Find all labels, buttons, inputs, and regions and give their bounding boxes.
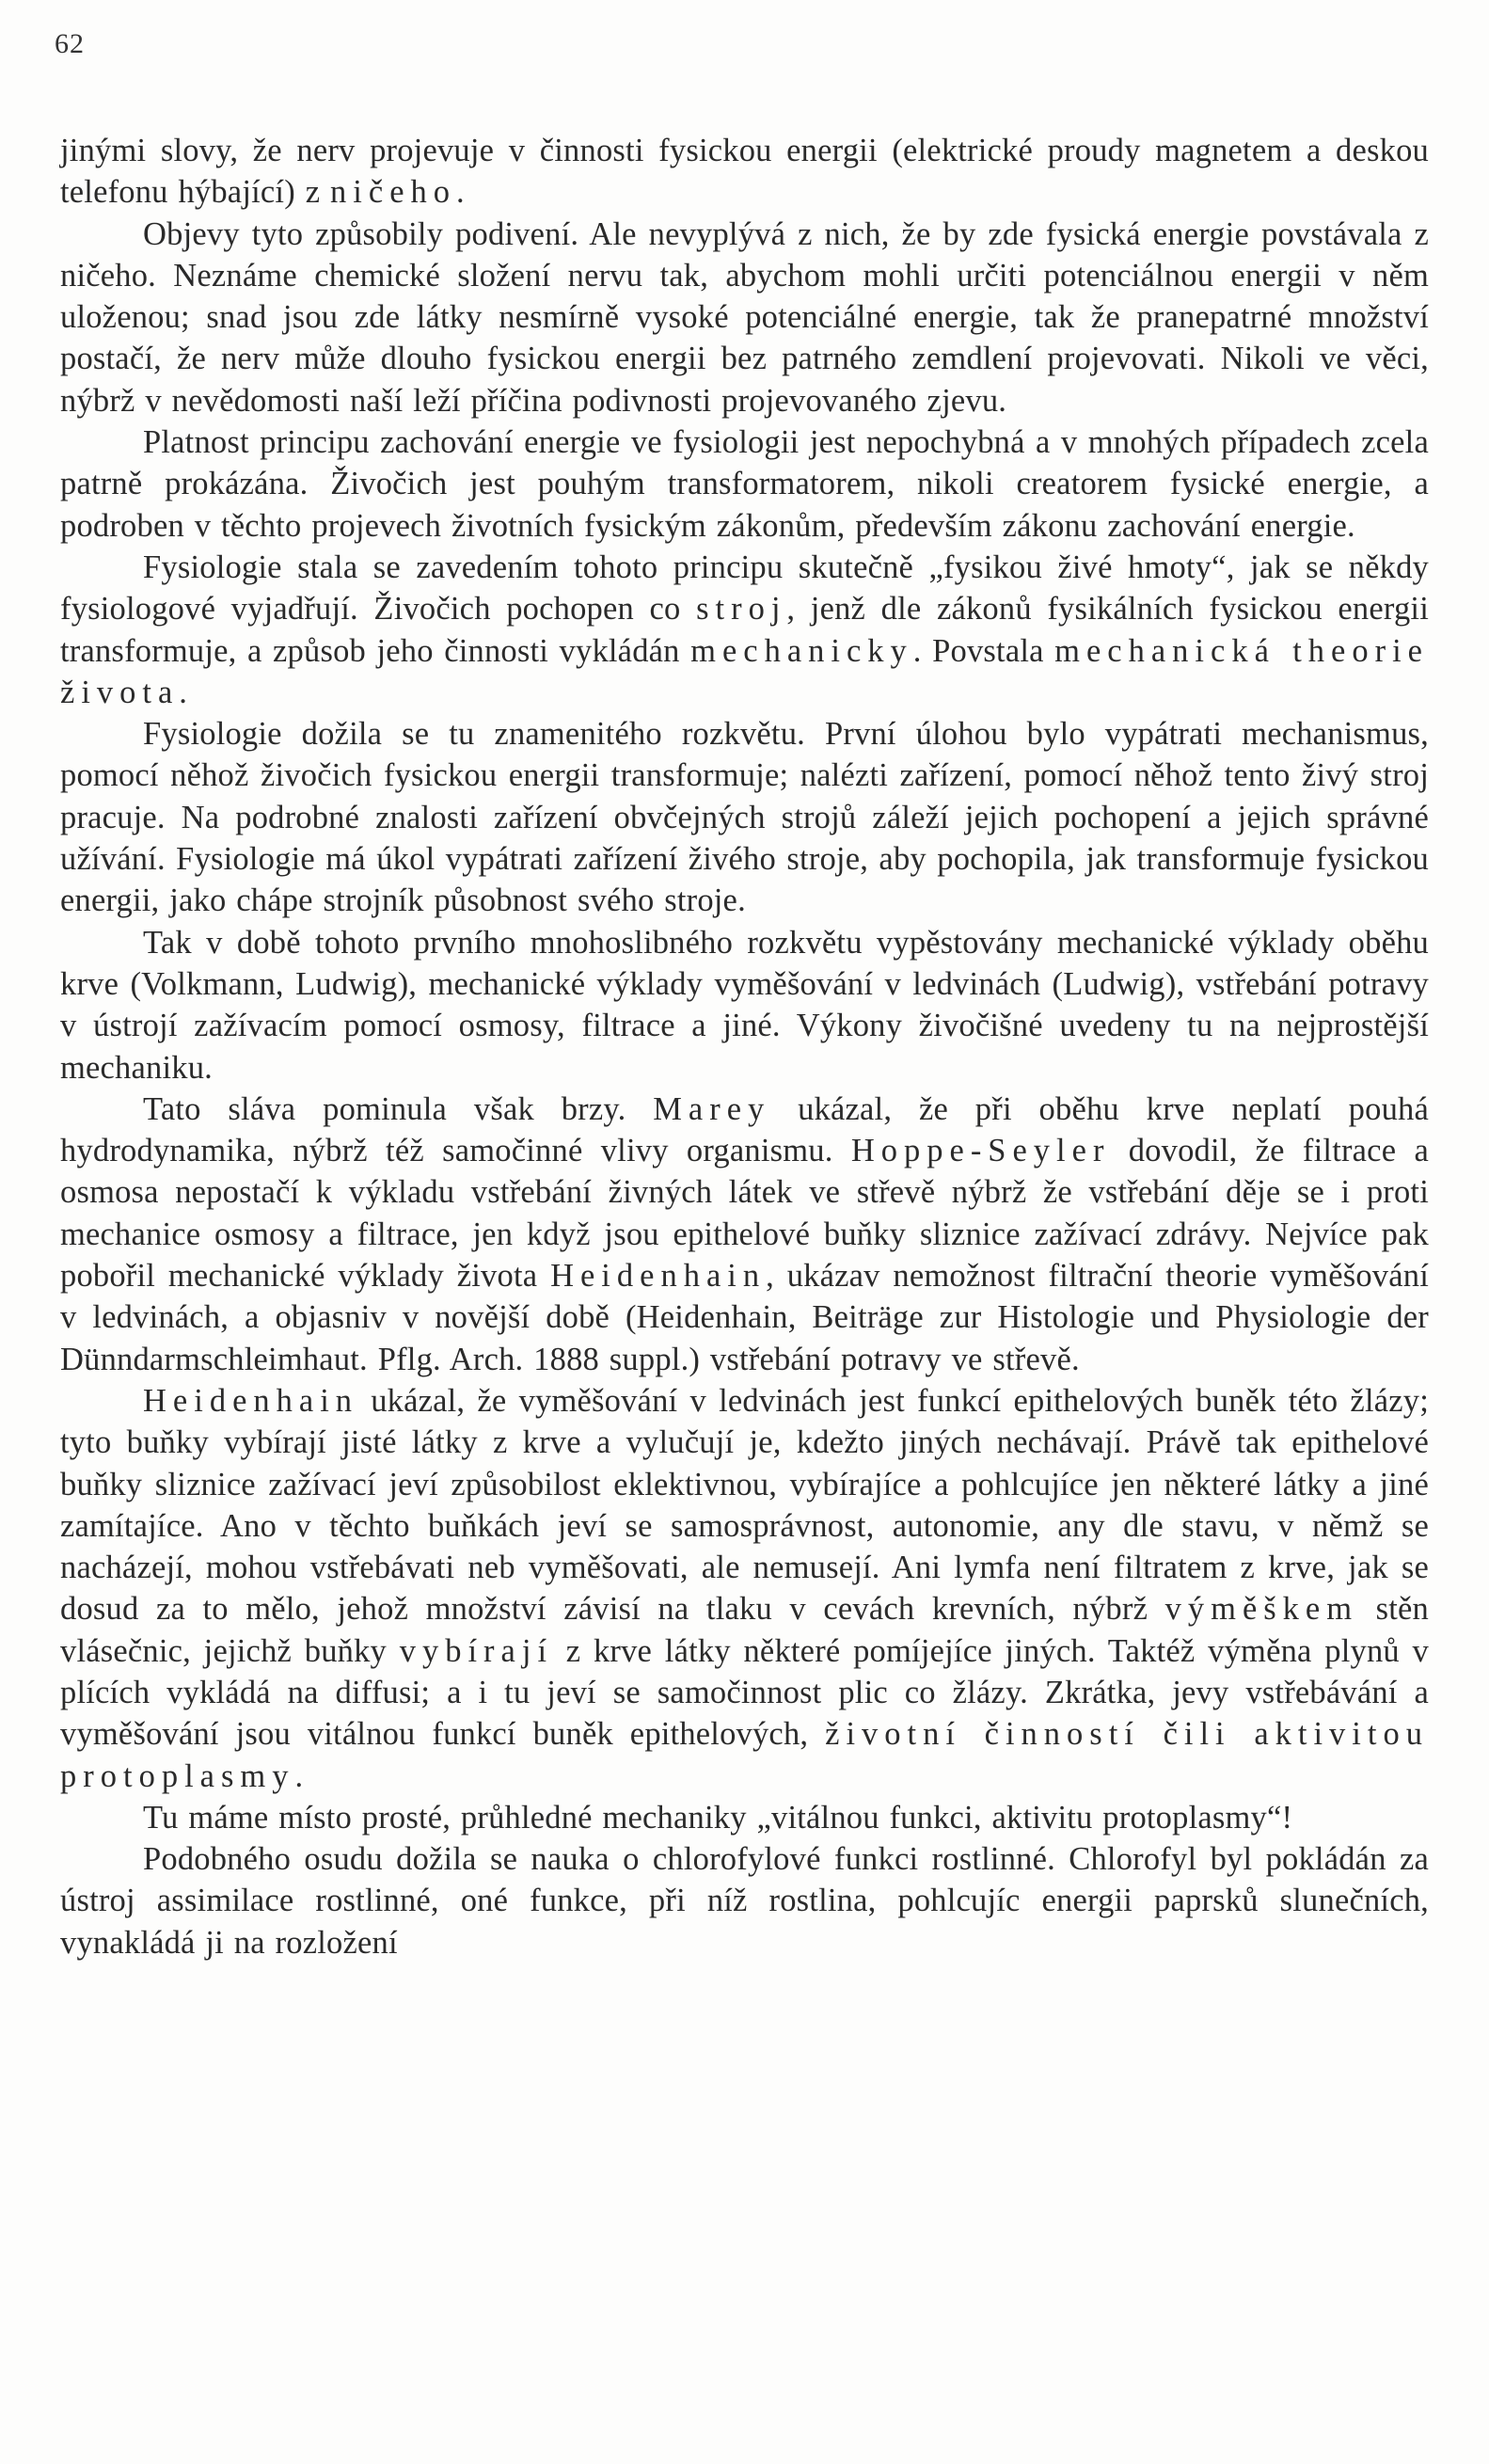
- paragraph: [60, 130, 1429, 214]
- paragraph: [60, 713, 1429, 921]
- text-run: Fysiologie dožila se tu znamenitého rozkvětu. První úlohou bylo vypátrati mechanismus, pomocí něhož živočich fysickou energii transformuje; nalézti zařízení, pomocí něhož tento živý stroj pracuje. Na podrobné znalosti zařízení obvčejných strojů záleží jejich pochopení a jejich správné užívání. Fysiologie má úkol vypátrati zařízení živého stroje, aby pochopila, jak transformuje fysickou energii, jako chápe strojník působnost svého stroje.: [60, 716, 1429, 919]
- emphasized-text: stroj: [696, 591, 787, 628]
- text-run: ukázal, že při oběhu krve neplatí pouhá hydrodynamika, nýbrž též samočinné vlivy organismu.: [60, 1090, 1429, 1169]
- page-number: 62: [55, 28, 85, 59]
- paragraph: [60, 1380, 1429, 1797]
- text-run: dovodil, že filtrace a osmosa nepostačí k výkladu vstřebání živných látek ve střevě nýbrž že vstřebání děje se i proti mechanice osmosy a filtrace, jen když jsou epithelové buňky sliznice zažívací zdrávy. Nejvíce pak pobořil mechanické výklady života: [60, 1133, 1429, 1295]
- emphasized-text: životní činností čili aktivitou protoplasmy: [60, 1716, 1429, 1794]
- text-run: stěn vlásečnic, jejichž buňky: [60, 1591, 1429, 1669]
- paragraph: [60, 1089, 1429, 1380]
- paragraph: [60, 547, 1429, 713]
- text-run: z krve látky některé pomíjejíce jiných. Taktéž výměna plynů v plících vykládá na diffusi; a i tu jeví se samočinnost plic co žlázy. Zkrátka, jevy vstřebávání a vyměšování jsou vitálnou funkcí buněk epithelových,: [60, 1632, 1430, 1753]
- emphasized-text: Hoppe-Seyler: [850, 1133, 1111, 1169]
- emphasized-text: Heidenhain: [550, 1258, 767, 1295]
- text-run: ukázal, že vyměšování v ledvinách jest funkcí epithelových buněk této žlázy; tyto buňky vybírají jisté látky z krve a vylučují je, kdežto jiných nechávají. Právě tak epithelové buňky sliznice zažívací jeví způsobilost eklektivnou, vybírajíce a pohlcujíce jen některé látky a jiné zamítajíce. Ano v těchto buňkách jeví se samosprávnost, autonomie, any dle stavu, v němž se nacházejí, mohou vstřebávati neb vyměšovati, ale nemusejí. Ani lymfa není filtratem z krve, jak se dosud za to mělo, jehož množství závisí na tlaku v cevách krevních, nýbrž: [60, 1382, 1429, 1628]
- text-run: Objevy tyto způsobily podivení. Ale nevyplývá z nich, že by zde fysická energie povstávala z ničeho. Neznáme chemické složení nervu tak, abychom mohli určiti potenciálnou energii v něm uloženou; snad jsou zde látky nesmírně vysoké potenciálné energie, tak že pranepatrné množství postačí, že nerv může dlouho fysickou energii bez patrného zemdlení projevovati. Nikoli ve věci, nýbrž v nevědomosti naší leží příčina podivnosti projevovaného zjevu.: [60, 215, 1429, 419]
- paragraph: [60, 214, 1429, 421]
- text-run: . Povstala: [912, 632, 1055, 669]
- emphasized-text: Heidenhain: [143, 1382, 359, 1419]
- paragraph: [60, 421, 1429, 547]
- text-run: Tak v době tohoto prvního mnohoslibného rozkvětu vypěstovány mechanické výklady oběhu krve (Volkmann, Ludwig), mechanické výklady vyměšování v ledvinách (Ludwig), vstřebání potravy v ústrojí zažívacím pomocí osmosy, filtrace a jiné. Výkony živočišné uvedeny tu na nejprostější mechaniku.: [60, 924, 1429, 1086]
- emphasized-text: Marey: [653, 1090, 771, 1127]
- emphasized-text: mechanicky: [690, 632, 913, 669]
- text-run: jinými slovy, že nerv projevuje v činnosti fysickou energii (elektrické proudy magnetem a deskou telefonu hýbající) z: [60, 133, 1429, 211]
- paragraph: [60, 922, 1429, 1089]
- text-run: Fysiologie stala se zavedením tohoto principu skutečně „fysikou živé hmoty“, jak se někdy fysiologové vyjadřují. Živočich pochopen co: [60, 548, 1429, 628]
- emphasized-text: mechanická theorie života: [60, 632, 1429, 710]
- text-run: Tu máme místo prosté, průhledné mechaniky „vitálnou funkci, aktivitu protoplasmy“!: [143, 1799, 1293, 1836]
- text-run: .: [456, 174, 465, 211]
- text-run: Platnost principu zachování energie ve fysiologii jest nepochybná a v mnohých případech zcela patrně prokázána. Živočich jest pouhým transformatorem, nikoli creatorem fysické energie, a podroben v těchto projevech životních fysickým zákonům, především zákonu zachování energie.: [60, 424, 1429, 544]
- emphasized-text: výměškem: [1164, 1591, 1359, 1628]
- text-run: .: [179, 674, 188, 710]
- text-run: , jenž dle zákonů fysikálních fysickou energii transformuje, a způsob jeho činnosti vykládán: [60, 591, 1429, 669]
- text-run: .: [294, 1757, 304, 1794]
- text-run: Podobného osudu dožila se nauka o chlorofylové funkci rostlinné. Chlorofyl byl pokládán za ústroj assimilace rostlinné, oné funkce, při níž rostlina, pohlcujíc energii paprsků slunečních, vynakládá ji na rozložení: [60, 1841, 1429, 1961]
- body-text: [60, 130, 1429, 1963]
- paragraph: [60, 1797, 1429, 1838]
- paragraph: [60, 1838, 1429, 1963]
- text-run: Tato sláva pominula však brzy.: [143, 1090, 654, 1127]
- emphasized-text: vybírají: [399, 1632, 554, 1669]
- emphasized-text: ničeho: [330, 174, 457, 211]
- text-run: , ukázav nemožnost filtrační theorie vyměšování v ledvinách, a objasniv v novější době (Heidenhain, Beiträge zur Histologie und Physiologie der Dünndarmschleimhaut. Pflg. Arch. 1888 suppl.) vstřebání potravy ve střevě.: [60, 1258, 1430, 1377]
